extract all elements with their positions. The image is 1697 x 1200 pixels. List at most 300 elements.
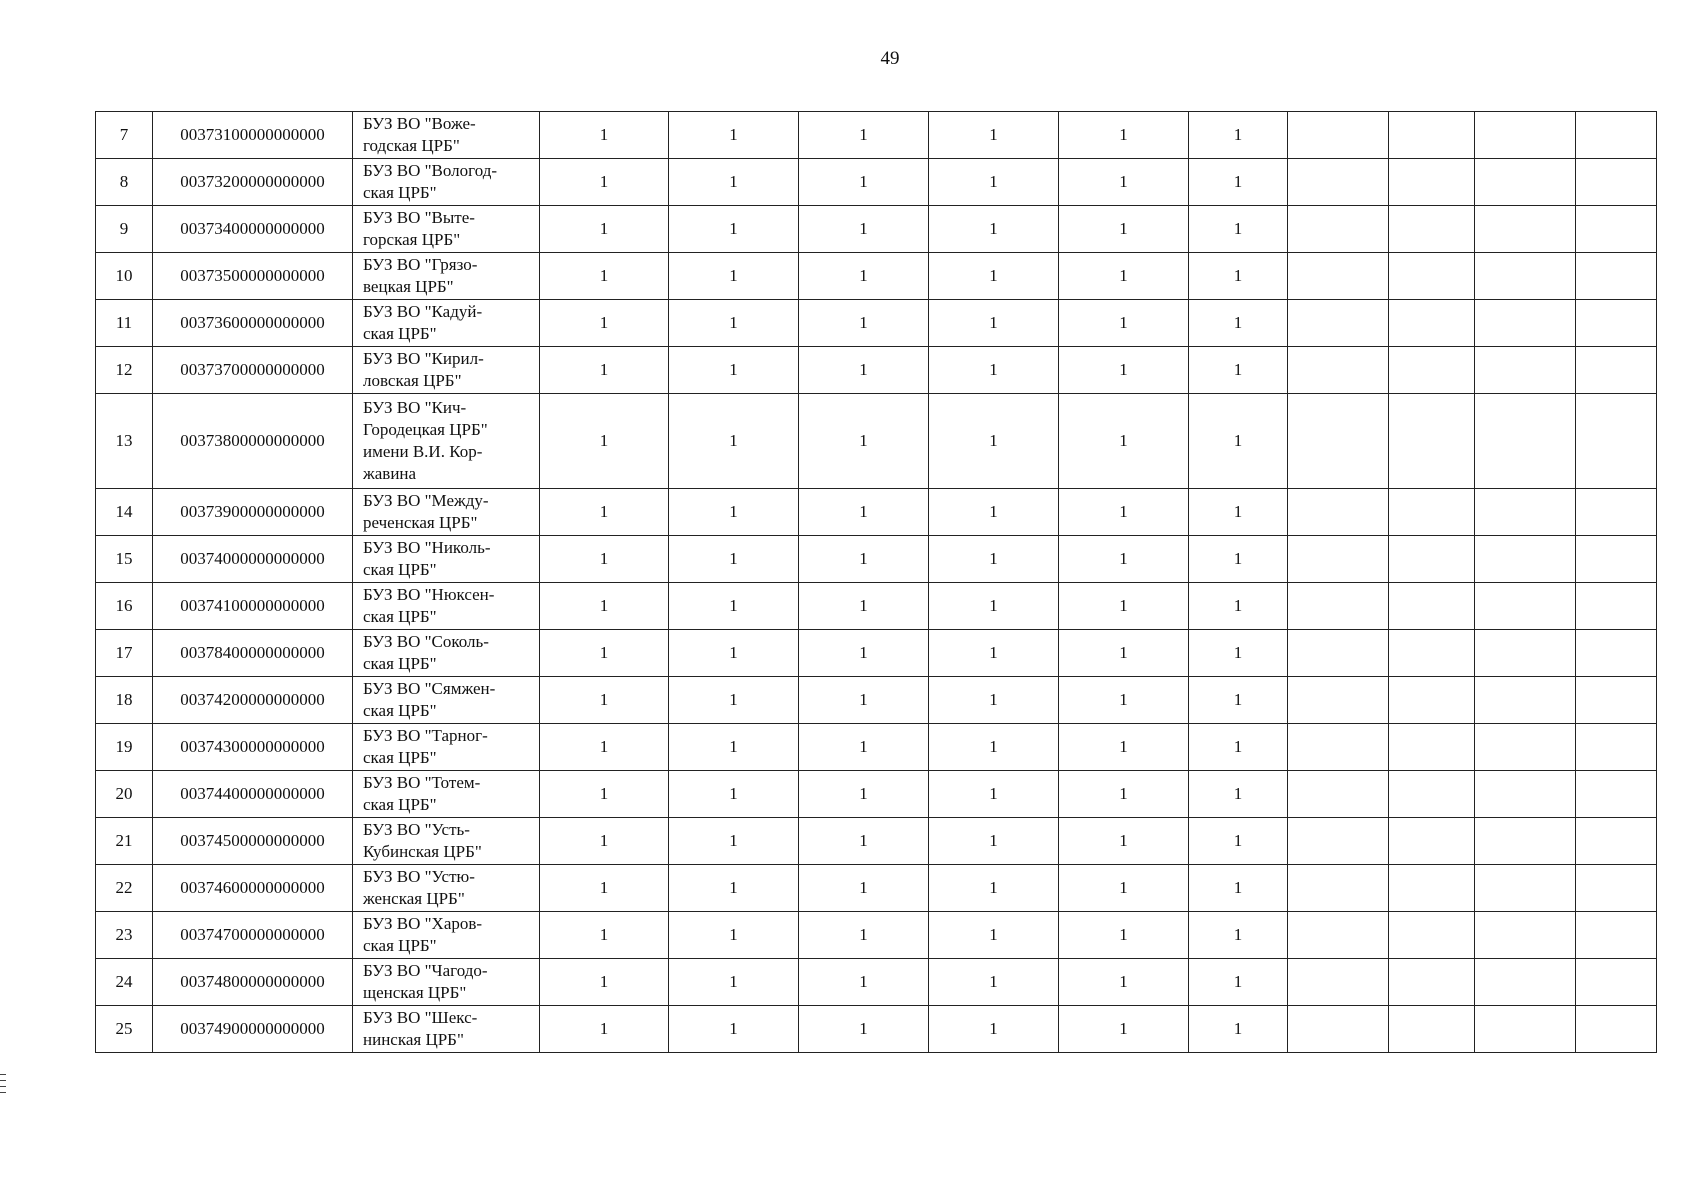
empty-cell: [1288, 206, 1389, 253]
code-cell: 00373100000000000: [153, 112, 353, 159]
organization-name-line: ская ЦРБ": [363, 936, 437, 955]
table-row: [96, 583, 1657, 630]
value-cell: 1: [540, 959, 669, 1006]
table-row: [96, 771, 1657, 818]
value-cell: 1: [669, 159, 799, 206]
value-cell: 1: [540, 724, 669, 771]
row-number-cell: 15: [96, 536, 153, 583]
empty-cell: [1475, 206, 1576, 253]
table-row: [96, 394, 1657, 489]
empty-cell: [1389, 1006, 1475, 1053]
institutions-table: [95, 111, 1657, 1053]
table-row: [96, 724, 1657, 771]
empty-cell: [1288, 159, 1389, 206]
value-cell: 1: [540, 677, 669, 724]
organization-name-line: БУЗ ВО "Харов-: [363, 914, 483, 933]
empty-cell: [1389, 159, 1475, 206]
value-cell: 1: [799, 959, 929, 1006]
empty-cell: [1288, 818, 1389, 865]
table-body: [96, 112, 1657, 1053]
organization-name-line: ловская ЦРБ": [363, 371, 462, 390]
table-row: [96, 959, 1657, 1006]
organization-name-line: имени В.И. Кор-: [363, 442, 483, 461]
organization-name-line: БУЗ ВО "Устю-: [363, 867, 475, 886]
code-cell: 00373700000000000: [153, 347, 353, 394]
organization-cell: [353, 159, 540, 206]
value-cell: 1: [1189, 300, 1288, 347]
value-cell: 1: [799, 724, 929, 771]
organization-name-line: ская ЦРБ": [363, 654, 437, 673]
organization-name-line: БУЗ ВО "Кадуй-: [363, 302, 483, 321]
value-cell: 1: [929, 1006, 1059, 1053]
empty-cell: [1389, 583, 1475, 630]
value-cell: 1: [1059, 347, 1189, 394]
code-cell: 00373900000000000: [153, 489, 353, 536]
code-cell: 00374600000000000: [153, 865, 353, 912]
row-number-cell: 8: [96, 159, 153, 206]
value-cell: 1: [929, 253, 1059, 300]
row-number-cell: 24: [96, 959, 153, 1006]
value-cell: 1: [669, 959, 799, 1006]
value-cell: 1: [1189, 818, 1288, 865]
organization-cell: [353, 818, 540, 865]
organization-name-line: нинская ЦРБ": [363, 1030, 464, 1049]
value-cell: 1: [1059, 865, 1189, 912]
value-cell: 1: [1189, 112, 1288, 159]
organization-name-line: БУЗ ВО "Тарног-: [363, 726, 488, 745]
value-cell: 1: [1189, 253, 1288, 300]
empty-cell: [1576, 300, 1657, 347]
value-cell: 1: [1189, 959, 1288, 1006]
value-cell: 1: [669, 489, 799, 536]
empty-cell: [1288, 959, 1389, 1006]
table-row: [96, 206, 1657, 253]
value-cell: 1: [1059, 536, 1189, 583]
organization-name-line: БУЗ ВО "Нюксен-: [363, 585, 495, 604]
table-row: [96, 300, 1657, 347]
empty-cell: [1389, 253, 1475, 300]
organization-name-line: ская ЦРБ": [363, 183, 437, 202]
code-cell: 00373500000000000: [153, 253, 353, 300]
empty-cell: [1576, 206, 1657, 253]
value-cell: 1: [1059, 677, 1189, 724]
organization-name-line: БУЗ ВО "Грязо-: [363, 255, 478, 274]
table-row: [96, 112, 1657, 159]
code-cell: 00374500000000000: [153, 818, 353, 865]
value-cell: 1: [1189, 771, 1288, 818]
row-number-cell: 9: [96, 206, 153, 253]
empty-cell: [1576, 583, 1657, 630]
code-cell: 00374400000000000: [153, 771, 353, 818]
organization-name-line: реченская ЦРБ": [363, 513, 478, 532]
value-cell: 1: [669, 1006, 799, 1053]
value-cell: 1: [799, 206, 929, 253]
organization-name-line: БУЗ ВО "Соколь-: [363, 632, 489, 651]
value-cell: 1: [1189, 677, 1288, 724]
value-cell: 1: [799, 677, 929, 724]
empty-cell: [1389, 912, 1475, 959]
row-number-cell: 20: [96, 771, 153, 818]
row-number-cell: 7: [96, 112, 153, 159]
value-cell: 1: [799, 912, 929, 959]
organization-name-line: БУЗ ВО "Выте-: [363, 208, 475, 227]
value-cell: 1: [799, 630, 929, 677]
value-cell: 1: [540, 300, 669, 347]
value-cell: 1: [540, 771, 669, 818]
row-number-cell: 12: [96, 347, 153, 394]
value-cell: 1: [1189, 912, 1288, 959]
page-number: 49: [880, 48, 900, 69]
value-cell: 1: [540, 489, 669, 536]
row-number-cell: 21: [96, 818, 153, 865]
value-cell: 1: [799, 159, 929, 206]
row-number-cell: 19: [96, 724, 153, 771]
organization-name-line: ская ЦРБ": [363, 748, 437, 767]
value-cell: 1: [540, 394, 669, 489]
organization-name-line: щенская ЦРБ": [363, 983, 467, 1002]
value-cell: 1: [929, 724, 1059, 771]
value-cell: 1: [1059, 394, 1189, 489]
empty-cell: [1475, 394, 1576, 489]
code-cell: 00378400000000000: [153, 630, 353, 677]
empty-cell: [1475, 536, 1576, 583]
organization-cell: [353, 771, 540, 818]
empty-cell: [1576, 959, 1657, 1006]
table-row: [96, 630, 1657, 677]
value-cell: 1: [540, 112, 669, 159]
table-row: [96, 677, 1657, 724]
organization-name-line: ская ЦРБ": [363, 701, 437, 720]
value-cell: 1: [669, 677, 799, 724]
organization-cell: [353, 1006, 540, 1053]
empty-cell: [1576, 1006, 1657, 1053]
value-cell: 1: [669, 394, 799, 489]
value-cell: 1: [540, 630, 669, 677]
value-cell: 1: [540, 253, 669, 300]
organization-name-line: ская ЦРБ": [363, 324, 437, 343]
value-cell: 1: [669, 771, 799, 818]
value-cell: 1: [799, 489, 929, 536]
organization-name-line: ская ЦРБ": [363, 795, 437, 814]
value-cell: 1: [1189, 159, 1288, 206]
row-number-cell: 13: [96, 394, 153, 489]
organization-cell: [353, 536, 540, 583]
value-cell: 1: [1059, 771, 1189, 818]
organization-name-line: женская ЦРБ": [363, 889, 465, 908]
code-cell: 00373600000000000: [153, 300, 353, 347]
value-cell: 1: [1189, 724, 1288, 771]
table-row: [96, 159, 1657, 206]
organization-name-line: БУЗ ВО "Кич-: [363, 398, 467, 417]
empty-cell: [1576, 536, 1657, 583]
value-cell: 1: [540, 912, 669, 959]
empty-cell: [1389, 677, 1475, 724]
empty-cell: [1576, 489, 1657, 536]
table-row: [96, 489, 1657, 536]
code-cell: 00374300000000000: [153, 724, 353, 771]
empty-cell: [1389, 818, 1475, 865]
organization-cell: [353, 253, 540, 300]
organization-cell: [353, 206, 540, 253]
value-cell: 1: [1059, 489, 1189, 536]
value-cell: 1: [929, 771, 1059, 818]
organization-name-line: БУЗ ВО "Сямжен-: [363, 679, 496, 698]
organization-name-line: БУЗ ВО "Чагодо-: [363, 961, 488, 980]
value-cell: 1: [799, 1006, 929, 1053]
organization-cell: [353, 583, 540, 630]
value-cell: 1: [929, 677, 1059, 724]
organization-cell: [353, 959, 540, 1006]
value-cell: 1: [799, 583, 929, 630]
organization-name-line: горская ЦРБ": [363, 230, 461, 249]
empty-cell: [1288, 677, 1389, 724]
organization-cell: [353, 865, 540, 912]
value-cell: 1: [1189, 394, 1288, 489]
value-cell: 1: [540, 159, 669, 206]
empty-cell: [1475, 159, 1576, 206]
empty-cell: [1576, 677, 1657, 724]
value-cell: 1: [540, 1006, 669, 1053]
empty-cell: [1288, 724, 1389, 771]
value-cell: 1: [669, 912, 799, 959]
row-number-cell: 17: [96, 630, 153, 677]
empty-cell: [1288, 771, 1389, 818]
table-row: [96, 865, 1657, 912]
empty-cell: [1288, 489, 1389, 536]
organization-name-line: вецкая ЦРБ": [363, 277, 454, 296]
value-cell: 1: [669, 536, 799, 583]
value-cell: 1: [669, 206, 799, 253]
organization-cell: [353, 300, 540, 347]
empty-cell: [1288, 630, 1389, 677]
row-number-cell: 25: [96, 1006, 153, 1053]
empty-cell: [1475, 959, 1576, 1006]
value-cell: 1: [1189, 1006, 1288, 1053]
organization-cell: [353, 394, 540, 489]
margin-marks: [0, 1074, 6, 1098]
value-cell: 1: [540, 206, 669, 253]
institutions-table-wrap: [95, 111, 1656, 1053]
empty-cell: [1288, 253, 1389, 300]
value-cell: 1: [1059, 724, 1189, 771]
organization-name-line: БУЗ ВО "Тотем-: [363, 773, 481, 792]
code-cell: 00373800000000000: [153, 394, 353, 489]
value-cell: 1: [929, 159, 1059, 206]
empty-cell: [1475, 489, 1576, 536]
margin-mark: [0, 1092, 6, 1093]
value-cell: 1: [929, 865, 1059, 912]
empty-cell: [1389, 112, 1475, 159]
value-cell: 1: [1189, 630, 1288, 677]
value-cell: 1: [929, 912, 1059, 959]
value-cell: 1: [669, 630, 799, 677]
empty-cell: [1288, 300, 1389, 347]
value-cell: 1: [929, 394, 1059, 489]
value-cell: 1: [929, 959, 1059, 1006]
empty-cell: [1576, 630, 1657, 677]
empty-cell: [1475, 771, 1576, 818]
row-number-cell: 16: [96, 583, 153, 630]
empty-cell: [1288, 912, 1389, 959]
value-cell: 1: [669, 865, 799, 912]
value-cell: 1: [1059, 300, 1189, 347]
empty-cell: [1475, 630, 1576, 677]
empty-cell: [1576, 394, 1657, 489]
organization-cell: [353, 677, 540, 724]
row-number-cell: 23: [96, 912, 153, 959]
empty-cell: [1475, 724, 1576, 771]
code-cell: 00374800000000000: [153, 959, 353, 1006]
value-cell: 1: [799, 253, 929, 300]
value-cell: 1: [799, 865, 929, 912]
value-cell: 1: [540, 583, 669, 630]
code-cell: 00374000000000000: [153, 536, 353, 583]
value-cell: 1: [669, 347, 799, 394]
organization-cell: [353, 489, 540, 536]
value-cell: 1: [1189, 206, 1288, 253]
value-cell: 1: [669, 253, 799, 300]
organization-name-line: Городецкая ЦРБ": [363, 420, 488, 439]
margin-mark: [0, 1080, 6, 1081]
table-row: [96, 912, 1657, 959]
value-cell: 1: [1059, 959, 1189, 1006]
organization-name-line: жавина: [363, 464, 417, 483]
table-row: [96, 1006, 1657, 1053]
empty-cell: [1389, 630, 1475, 677]
value-cell: 1: [799, 771, 929, 818]
empty-cell: [1576, 253, 1657, 300]
value-cell: 1: [929, 347, 1059, 394]
value-cell: 1: [929, 300, 1059, 347]
empty-cell: [1389, 771, 1475, 818]
organization-name-line: ская ЦРБ": [363, 560, 437, 579]
organization-name-line: годская ЦРБ": [363, 136, 460, 155]
value-cell: 1: [799, 394, 929, 489]
organization-cell: [353, 724, 540, 771]
value-cell: 1: [799, 300, 929, 347]
table-row: [96, 818, 1657, 865]
value-cell: 1: [669, 724, 799, 771]
value-cell: 1: [540, 818, 669, 865]
organization-cell: [353, 630, 540, 677]
value-cell: 1: [929, 206, 1059, 253]
value-cell: 1: [799, 536, 929, 583]
row-number-cell: 10: [96, 253, 153, 300]
empty-cell: [1389, 489, 1475, 536]
value-cell: 1: [1059, 253, 1189, 300]
organization-name-line: БУЗ ВО "Кирил-: [363, 349, 484, 368]
row-number-cell: 14: [96, 489, 153, 536]
empty-cell: [1475, 818, 1576, 865]
organization-name-line: Кубинская ЦРБ": [363, 842, 482, 861]
value-cell: 1: [1059, 818, 1189, 865]
value-cell: 1: [799, 818, 929, 865]
margin-mark: [0, 1074, 6, 1075]
code-cell: 00374200000000000: [153, 677, 353, 724]
empty-cell: [1475, 347, 1576, 394]
value-cell: 1: [929, 583, 1059, 630]
value-cell: 1: [1059, 112, 1189, 159]
empty-cell: [1288, 394, 1389, 489]
value-cell: 1: [1059, 630, 1189, 677]
code-cell: 00374900000000000: [153, 1006, 353, 1053]
empty-cell: [1389, 865, 1475, 912]
value-cell: 1: [540, 536, 669, 583]
value-cell: 1: [669, 112, 799, 159]
empty-cell: [1288, 1006, 1389, 1053]
empty-cell: [1389, 206, 1475, 253]
value-cell: 1: [540, 865, 669, 912]
value-cell: 1: [1059, 1006, 1189, 1053]
value-cell: 1: [1189, 489, 1288, 536]
organization-name-line: БУЗ ВО "Вологод-: [363, 161, 498, 180]
empty-cell: [1475, 300, 1576, 347]
organization-cell: [353, 112, 540, 159]
value-cell: 1: [669, 583, 799, 630]
value-cell: 1: [1189, 583, 1288, 630]
code-cell: 00374700000000000: [153, 912, 353, 959]
value-cell: 1: [1189, 347, 1288, 394]
empty-cell: [1288, 583, 1389, 630]
value-cell: 1: [1059, 583, 1189, 630]
organization-name-line: БУЗ ВО "Воже-: [363, 114, 476, 133]
empty-cell: [1576, 818, 1657, 865]
value-cell: 1: [799, 112, 929, 159]
code-cell: 00373200000000000: [153, 159, 353, 206]
empty-cell: [1475, 112, 1576, 159]
organization-name-line: БУЗ ВО "Шекс-: [363, 1008, 478, 1027]
value-cell: 1: [929, 489, 1059, 536]
empty-cell: [1576, 724, 1657, 771]
empty-cell: [1576, 347, 1657, 394]
code-cell: 00374100000000000: [153, 583, 353, 630]
row-number-cell: 11: [96, 300, 153, 347]
empty-cell: [1389, 347, 1475, 394]
empty-cell: [1389, 394, 1475, 489]
value-cell: 1: [799, 347, 929, 394]
empty-cell: [1389, 724, 1475, 771]
empty-cell: [1389, 959, 1475, 1006]
empty-cell: [1288, 536, 1389, 583]
empty-cell: [1288, 112, 1389, 159]
empty-cell: [1389, 536, 1475, 583]
value-cell: 1: [540, 347, 669, 394]
value-cell: 1: [929, 818, 1059, 865]
empty-cell: [1475, 912, 1576, 959]
value-cell: 1: [1189, 536, 1288, 583]
empty-cell: [1288, 865, 1389, 912]
empty-cell: [1475, 677, 1576, 724]
margin-mark: [0, 1086, 6, 1087]
row-number-cell: 22: [96, 865, 153, 912]
table-row: [96, 347, 1657, 394]
table-row: [96, 536, 1657, 583]
empty-cell: [1576, 771, 1657, 818]
empty-cell: [1576, 912, 1657, 959]
empty-cell: [1389, 300, 1475, 347]
empty-cell: [1475, 1006, 1576, 1053]
empty-cell: [1475, 253, 1576, 300]
code-cell: 00373400000000000: [153, 206, 353, 253]
value-cell: 1: [669, 300, 799, 347]
value-cell: 1: [1189, 865, 1288, 912]
organization-cell: [353, 912, 540, 959]
empty-cell: [1288, 347, 1389, 394]
empty-cell: [1576, 159, 1657, 206]
empty-cell: [1576, 112, 1657, 159]
organization-name-line: БУЗ ВО "Между-: [363, 491, 489, 510]
empty-cell: [1475, 583, 1576, 630]
